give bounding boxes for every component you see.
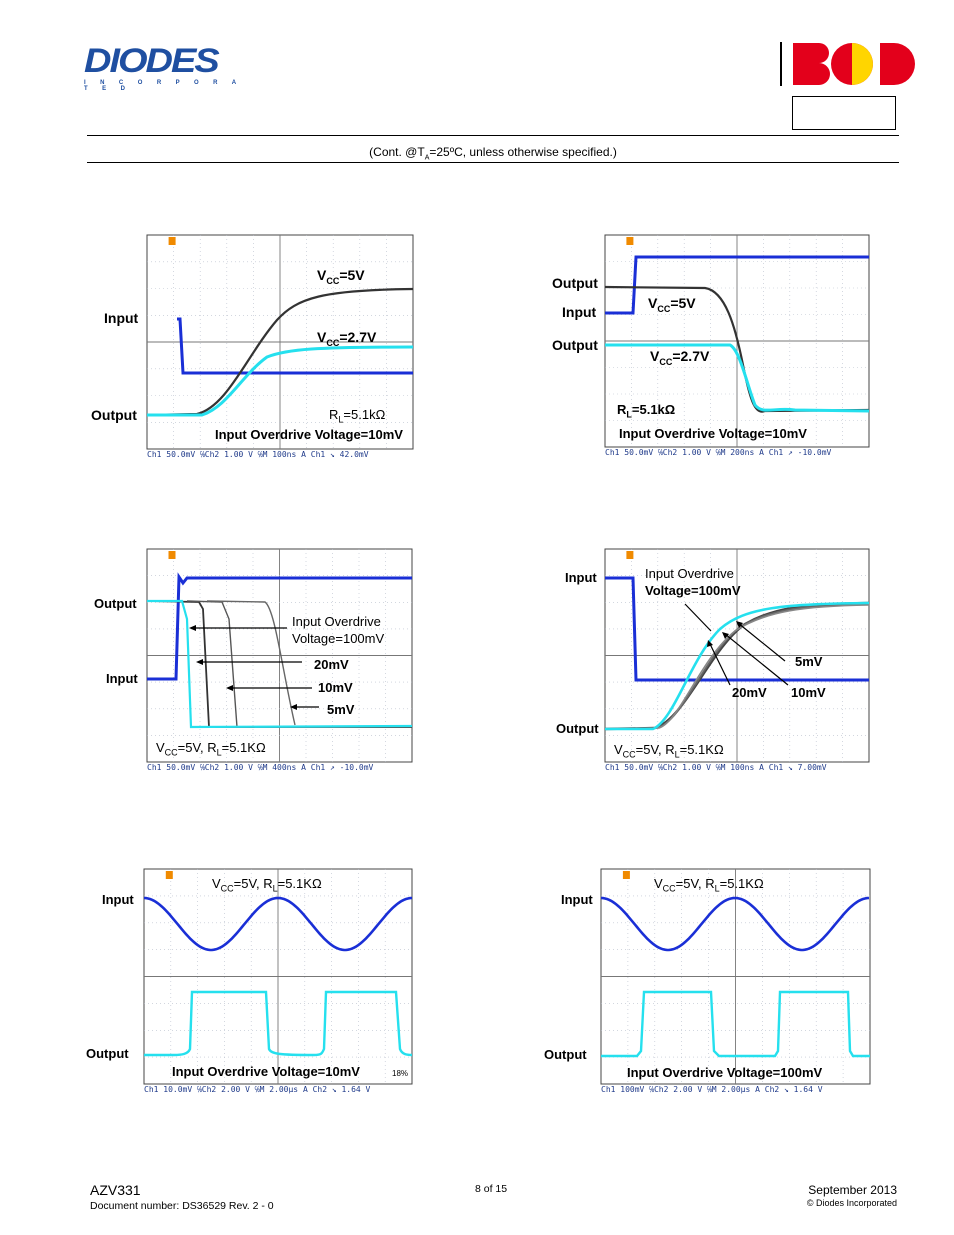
scope2-vcc5: $V_{CC}=5V$ <box>648 295 696 314</box>
scope2-input-label: Input <box>562 304 597 320</box>
header-empty-box <box>792 96 896 130</box>
scope5-cond: $V_{CC}=5V$, $R_L=5.1K\Omega$ <box>212 876 322 894</box>
diodes-logo-sub: I N C O R P O R A T E D <box>84 80 243 92</box>
scope-2 <box>552 235 869 457</box>
scope4-statusbar: Ch1 50.0mV ℅Ch2 1.00 V ℅M 100ns A Ch1 ↘ 7.00mV <box>605 763 827 772</box>
scope5-overdrive: Input Overdrive Voltage=10mV <box>172 1064 360 1079</box>
footer-copyright: © Diodes Incorporated <box>806 1198 897 1208</box>
scope6-output-label: Output <box>544 1047 587 1062</box>
scope3-5mv: 5mV <box>327 702 355 717</box>
bcd-logo <box>790 40 920 95</box>
scope2-output1-label: Output <box>552 275 598 291</box>
header-rule-top <box>87 135 899 136</box>
scope-6 <box>544 869 870 1094</box>
scope4-5mv: 5mV <box>795 654 823 669</box>
scope2-output2-label: Output <box>552 337 598 353</box>
diodes-logo-word: DIODES <box>84 42 218 80</box>
scope1-rl: $R_L=5.1k\Omega$ <box>329 407 386 425</box>
diodes-logo <box>84 44 254 90</box>
scope4-input-label: Input <box>565 570 597 585</box>
scope4-10mv: 10mV <box>791 685 826 700</box>
scope4-cond: $V_{CC}=5V$, $R_L=5.1K\Omega$ <box>614 742 724 760</box>
scope-4 <box>556 549 869 772</box>
scope-2-screen <box>605 235 869 457</box>
conditions-note <box>87 145 899 161</box>
scope6-cond: $V_{CC}=5V$, $R_L=5.1K\Omega$ <box>654 876 764 894</box>
scope4-output-label: Output <box>556 721 599 736</box>
scope1-overdrive: Input Overdrive Voltage=10mV <box>215 427 403 442</box>
scope3-od2: Voltage=100mV <box>292 631 385 646</box>
scope5-output-label: Output <box>86 1046 129 1061</box>
cond-pre: (Cont. @T <box>369 145 425 159</box>
scope3-statusbar: Ch1 50.0mV ℅Ch2 1.00 V ℅M 400ns A Ch1 ↗ -10.0mV <box>147 763 374 772</box>
scope6-overdrive: Input Overdrive Voltage=100mV <box>627 1065 823 1080</box>
scope6-input-label: Input <box>561 892 593 907</box>
scope-3-screen <box>147 549 412 772</box>
scope5-statusbar: Ch1 10.0mV ℅Ch2 2.00 V ℅M 2.00µs A Ch2 ↘ 1.64 V <box>144 1085 371 1094</box>
scope2-vcc27: $V_{CC}=2.7V$ <box>650 348 710 367</box>
scope5-percent: 18% <box>392 1069 409 1078</box>
scope-6-screen <box>601 869 870 1094</box>
scope3-output-label: Output <box>94 596 137 611</box>
scope2-statusbar: Ch1 50.0mV ℅Ch2 1.00 V ℅M 200ns A Ch1 ↗ -10.0mV <box>605 448 832 457</box>
scope3-input-label: Input <box>106 671 138 686</box>
scope3-od1: Input Overdrive <box>292 614 381 629</box>
footer-part: AZV331 <box>90 1182 141 1198</box>
footer-page: 8 of 15 <box>475 1183 508 1195</box>
footer-docnum: Document number: DS36529 Rev. 2 - 0 <box>90 1200 274 1212</box>
header-rule-bottom <box>87 162 899 163</box>
scope1-statusbar: Ch1 50.0mV ℅Ch2 1.00 V ℅M 100ns A Ch1 ↘ 42.0mV <box>147 450 369 459</box>
scope1-input-label: Input <box>104 310 139 326</box>
cond-post: =25ºC, unless otherwise specified.) <box>429 145 617 159</box>
scope4-od1: Input Overdrive <box>645 566 734 581</box>
cond-sub: A <box>424 154 430 162</box>
scope5-input-label: Input <box>102 892 134 907</box>
scope3-cond: $V_{CC}=5V$, $R_L=5.1K\Omega$ <box>156 740 266 758</box>
scope-3 <box>94 549 412 772</box>
scope4-od2: Voltage=100mV <box>645 583 741 598</box>
scope1-vcc5: $V_{CC}=5V$ <box>317 267 365 286</box>
footer-date: September 2013 <box>808 1183 897 1197</box>
scope4-20mv: 20mV <box>732 685 767 700</box>
scope6-statusbar: Ch1 100mV ℅Ch2 2.00 V ℅M 2.00µs A Ch2 ↘ 1.64 V <box>601 1085 823 1094</box>
scope3-10mv: 10mV <box>318 680 353 695</box>
scope-5 <box>86 869 412 1094</box>
scope2-overdrive: Input Overdrive Voltage=10mV <box>619 426 807 441</box>
scope-1 <box>91 235 413 459</box>
scope1-output-label: Output <box>91 407 137 423</box>
header-divider <box>780 42 782 86</box>
scope2-rl: $R_L=5.1k\Omega$ <box>617 402 676 420</box>
bcd-logo-graphic <box>790 40 920 90</box>
scope1-vcc27: $V_{CC}=2.7V$ <box>317 329 377 348</box>
scope-5-screen <box>144 869 412 1094</box>
scope3-20mv: 20mV <box>314 657 349 672</box>
